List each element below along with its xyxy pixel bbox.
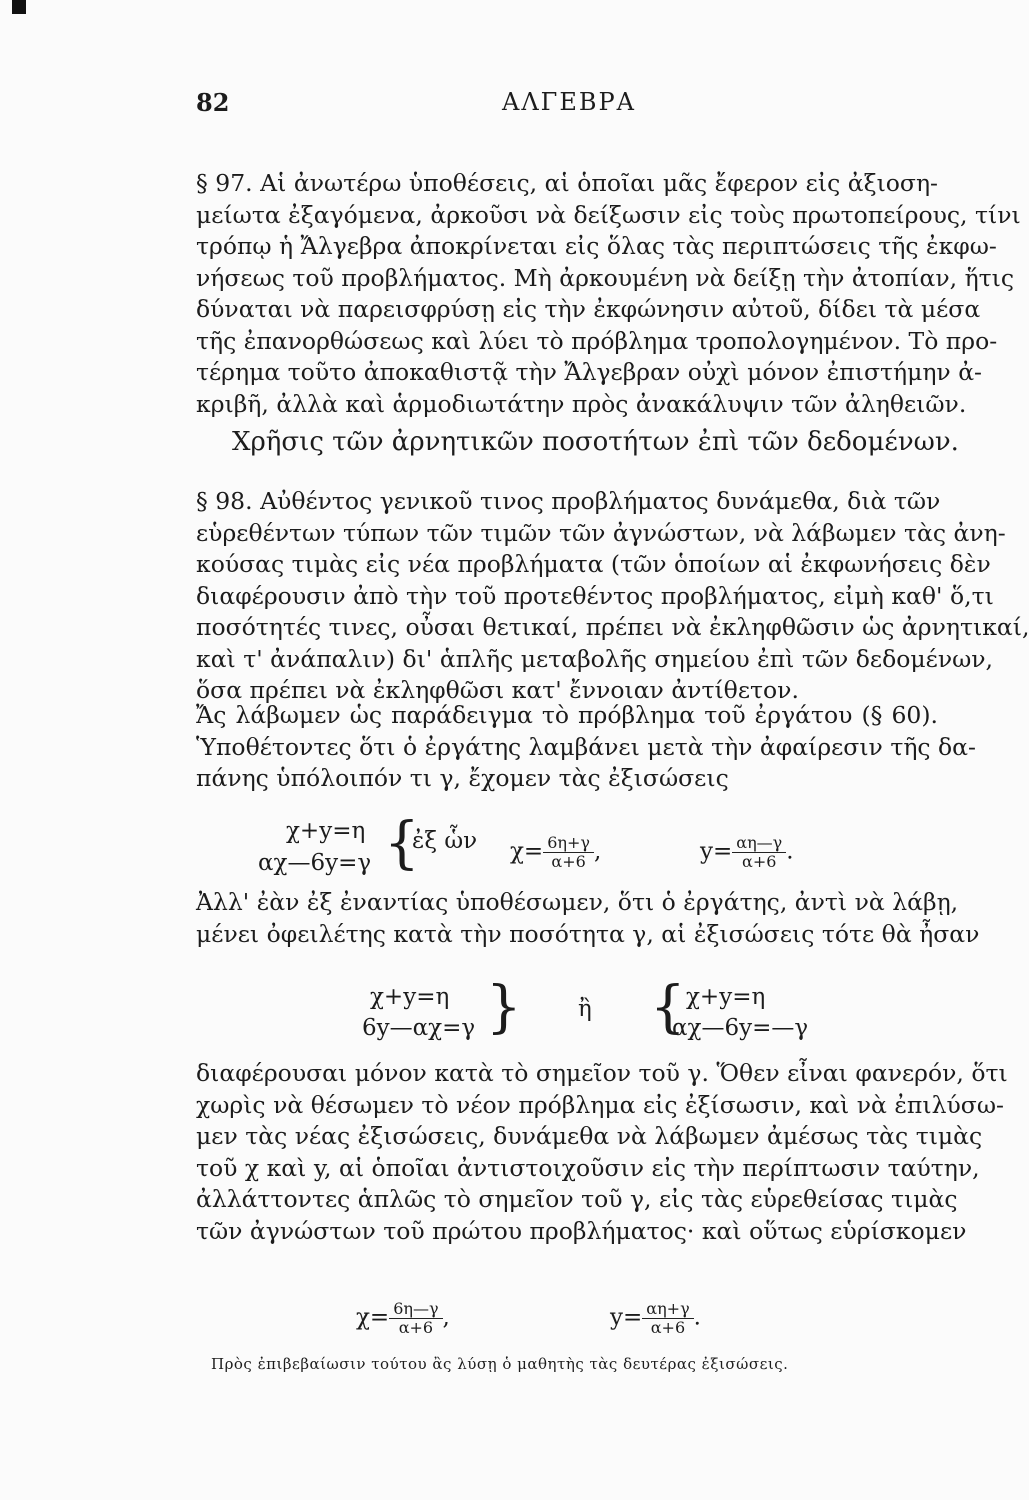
text-line: τῆς ἐπανορθώσεως καὶ λύει τὸ πρόβλημα τροπολογημένον. Τὸ προ- (196, 326, 998, 355)
text-line: χωρὶς νὰ θέσωμεν τὸ νέον πρόβλημα εἰς ἐξίσωσιν, καὶ νὰ ἐπιλύσω- (196, 1090, 1004, 1119)
page-number: 82 (196, 88, 230, 117)
text-line: διαφέρουσιν ἀπὸ τὴν τοῦ προτεθέντος προβλήματος, εἰμὴ καθ' ὅ,τι (196, 581, 994, 610)
denominator: α+6 (551, 852, 586, 871)
page-header (196, 88, 956, 128)
text-line: καὶ τ' ἀνάπαλιν) δι' ἁπλῆς μεταβολῆς σημείου ἐπὶ τῶν δεδομένων, (196, 644, 994, 673)
y-solution (610, 1300, 701, 1337)
equation-word: ἢ (578, 996, 592, 1022)
text-line: τῶν ἀγνώστων τοῦ πρώτου προβλήματος· καὶ οὕτως εὑρίσκομεν (196, 1216, 967, 1245)
text-line: πάνης ὑπόλοιπόν τι γ, ἔχομεν τὰς ἐξισώσεις (196, 764, 729, 792)
fraction (543, 834, 594, 871)
separator: , (593, 838, 602, 865)
numerator: 6η—γ (389, 1300, 442, 1319)
x-solution (356, 1300, 450, 1337)
separator: , (442, 1304, 450, 1331)
text-line: κούσας τιμὰς εἰς νέα προβλήματα (τῶν ὁποίων αἱ ἐκφωνήσεις δὲν (196, 550, 991, 578)
text-line: μείωτα ἐξαγόμενα, ἀρκοῦσι νὰ δείξωσιν εἰς τοὺς πρωτοπείρους, τίνι (196, 200, 1021, 229)
separator: . (693, 1304, 701, 1331)
text-line: νήσεως τοῦ προβλήματος. Μὴ ἀρκουμένη νὰ δείξῃ τὴν ἀτοπίαν, ἥτις (196, 263, 1015, 292)
paragraph-example (196, 700, 976, 795)
text-line: τοῦ χ καὶ y, αἱ ὁποῖαι ἀντιστοιχοῦσιν εἰς τὴν περίπτωσιν ταύτην, (196, 1153, 980, 1182)
running-title: ΑΛΓΕΒΡΑ (502, 88, 636, 116)
paragraph-after (196, 1058, 1008, 1247)
text-line: διαφέρουσαι μόνον κατὰ τὸ σημεῖον τοῦ γ. Ὅθεν εἶναι φανερόν, ὅτι (196, 1059, 1008, 1087)
text-line: ὅσα πρέπει νὰ ἐκληφθῶσι κατ' ἔννοιαν ἀντίθετον. (196, 676, 799, 704)
paragraph-98 (196, 486, 1029, 707)
lhs: χ= (356, 1304, 390, 1331)
text-line: ἀλλάττοντες ἁπλῶς τὸ σημεῖον τοῦ γ, εἰς τὰς εὑρεθείσας τιμὰς (196, 1185, 958, 1213)
fraction (389, 1300, 442, 1337)
text-line: Ἀλλ' ἐὰν ἐξ ἐναντίας ὑποθέσωμεν, ὅτι ὁ ἐργάτης, ἀντὶ νὰ λάβῃ, (196, 888, 959, 916)
text-line: Ἄς λάβωμεν ὡς παράδειγμα τὸ πρόβλημα τοῦ ἐργάτου (§ 60). (196, 701, 938, 729)
text-line: μένει ὀφειλέτης κατὰ τὴν ποσότητα γ, αἱ ἐξισώσεις τότε θὰ ἦσαν (196, 919, 980, 948)
paragraph-contrary (196, 887, 980, 950)
left-brace: { (650, 975, 686, 1040)
equation-word: ἐξ ὧν (412, 828, 478, 854)
text-line: Ὑποθέτοντες ὅτι ὁ ἐργάτης λαμβάνει μετὰ τὴν ἀφαίρεσιν τῆς δα- (196, 732, 976, 761)
text-line: § 97. Αἱ ἀνωτέρω ὑποθέσεις, αἱ ὁποῖαι μᾶς ἔφερον εἰς ἀξιοση- (196, 169, 938, 197)
numerator: αη—γ (732, 834, 786, 853)
text-line: εὑρεθέντων τύπων τῶν τιμῶν τῶν ἀγνώστων, νὰ λάβωμεν τὰς ἀνη- (196, 518, 1006, 547)
section-heading: Χρῆσις τῶν ἀρνητικῶν ποσοτήτων ἐπὶ τῶν δεδομένων. (232, 427, 959, 457)
numerator: 6η+γ (543, 834, 594, 853)
fraction (642, 1300, 693, 1337)
right-brace: } (486, 975, 522, 1040)
denominator: α+6 (742, 852, 777, 871)
lhs: χ= (510, 838, 544, 865)
y-solution (700, 834, 794, 871)
text-line: ποσότητές τινες, οὖσαι θετικαί, πρέπει νὰ ἐκληφθῶσιν ὡς ἀρνητικαί, (196, 613, 1029, 641)
scan-mark (12, 0, 26, 14)
separator: . (786, 838, 794, 865)
text-line: § 98. Αὐθέντος γενικοῦ τινος προβλήματος δυνάμεθα, διὰ τῶν (196, 487, 941, 515)
denominator: α+6 (398, 1318, 434, 1337)
footnote: Πρὸς ἐπιβεβαίωσιν τούτου ἂς λύσῃ ὁ μαθητὴς τὰς δευτέρας ἐξισώσεις. (211, 1355, 789, 1373)
equation: αχ—6y=—γ (672, 1015, 809, 1041)
text-line: τέρημα τοῦτο ἀποκαθιστᾷ τὴν Ἄλγεβραν οὐχὶ μόνον ἐπιστήμην ἀ- (196, 358, 982, 386)
equation: 6y—αχ=γ (362, 1015, 476, 1041)
text-line: μεν τὰς νέας ἐξισώσεις, δυνάμεθα νὰ λάβωμεν ἀμέσως τὰς τιμὰς (196, 1122, 983, 1150)
text-line: κριβῆ, ἀλλὰ καὶ ἁρμοδιωτάτην πρὸς ἀνακάλυψιν τῶν ἀληθειῶν. (196, 389, 967, 418)
lhs: y= (700, 838, 733, 865)
denominator: α+6 (650, 1318, 686, 1337)
equation: χ+y=η (686, 984, 766, 1010)
numerator: αη+γ (642, 1300, 693, 1319)
x-solution (510, 834, 601, 871)
equation: αχ—6y=γ (258, 850, 372, 876)
fraction (732, 834, 786, 871)
equation: χ+y=η (370, 984, 450, 1010)
text-line: δύναται νὰ παρεισφρύσῃ εἰς τὴν ἐκφώνησιν αὐτοῦ, δίδει τὰ μέσα (196, 295, 981, 323)
left-brace: { (384, 811, 420, 876)
text-line: τρόπῳ ἡ Ἄλγεβρα ἀποκρίνεται εἰς ὅλας τὰς περιπτώσεις τῆς ἐκφω- (196, 232, 997, 260)
equation: χ+y=η (286, 818, 366, 844)
paragraph-97 (196, 168, 1021, 420)
lhs: y= (610, 1304, 643, 1331)
